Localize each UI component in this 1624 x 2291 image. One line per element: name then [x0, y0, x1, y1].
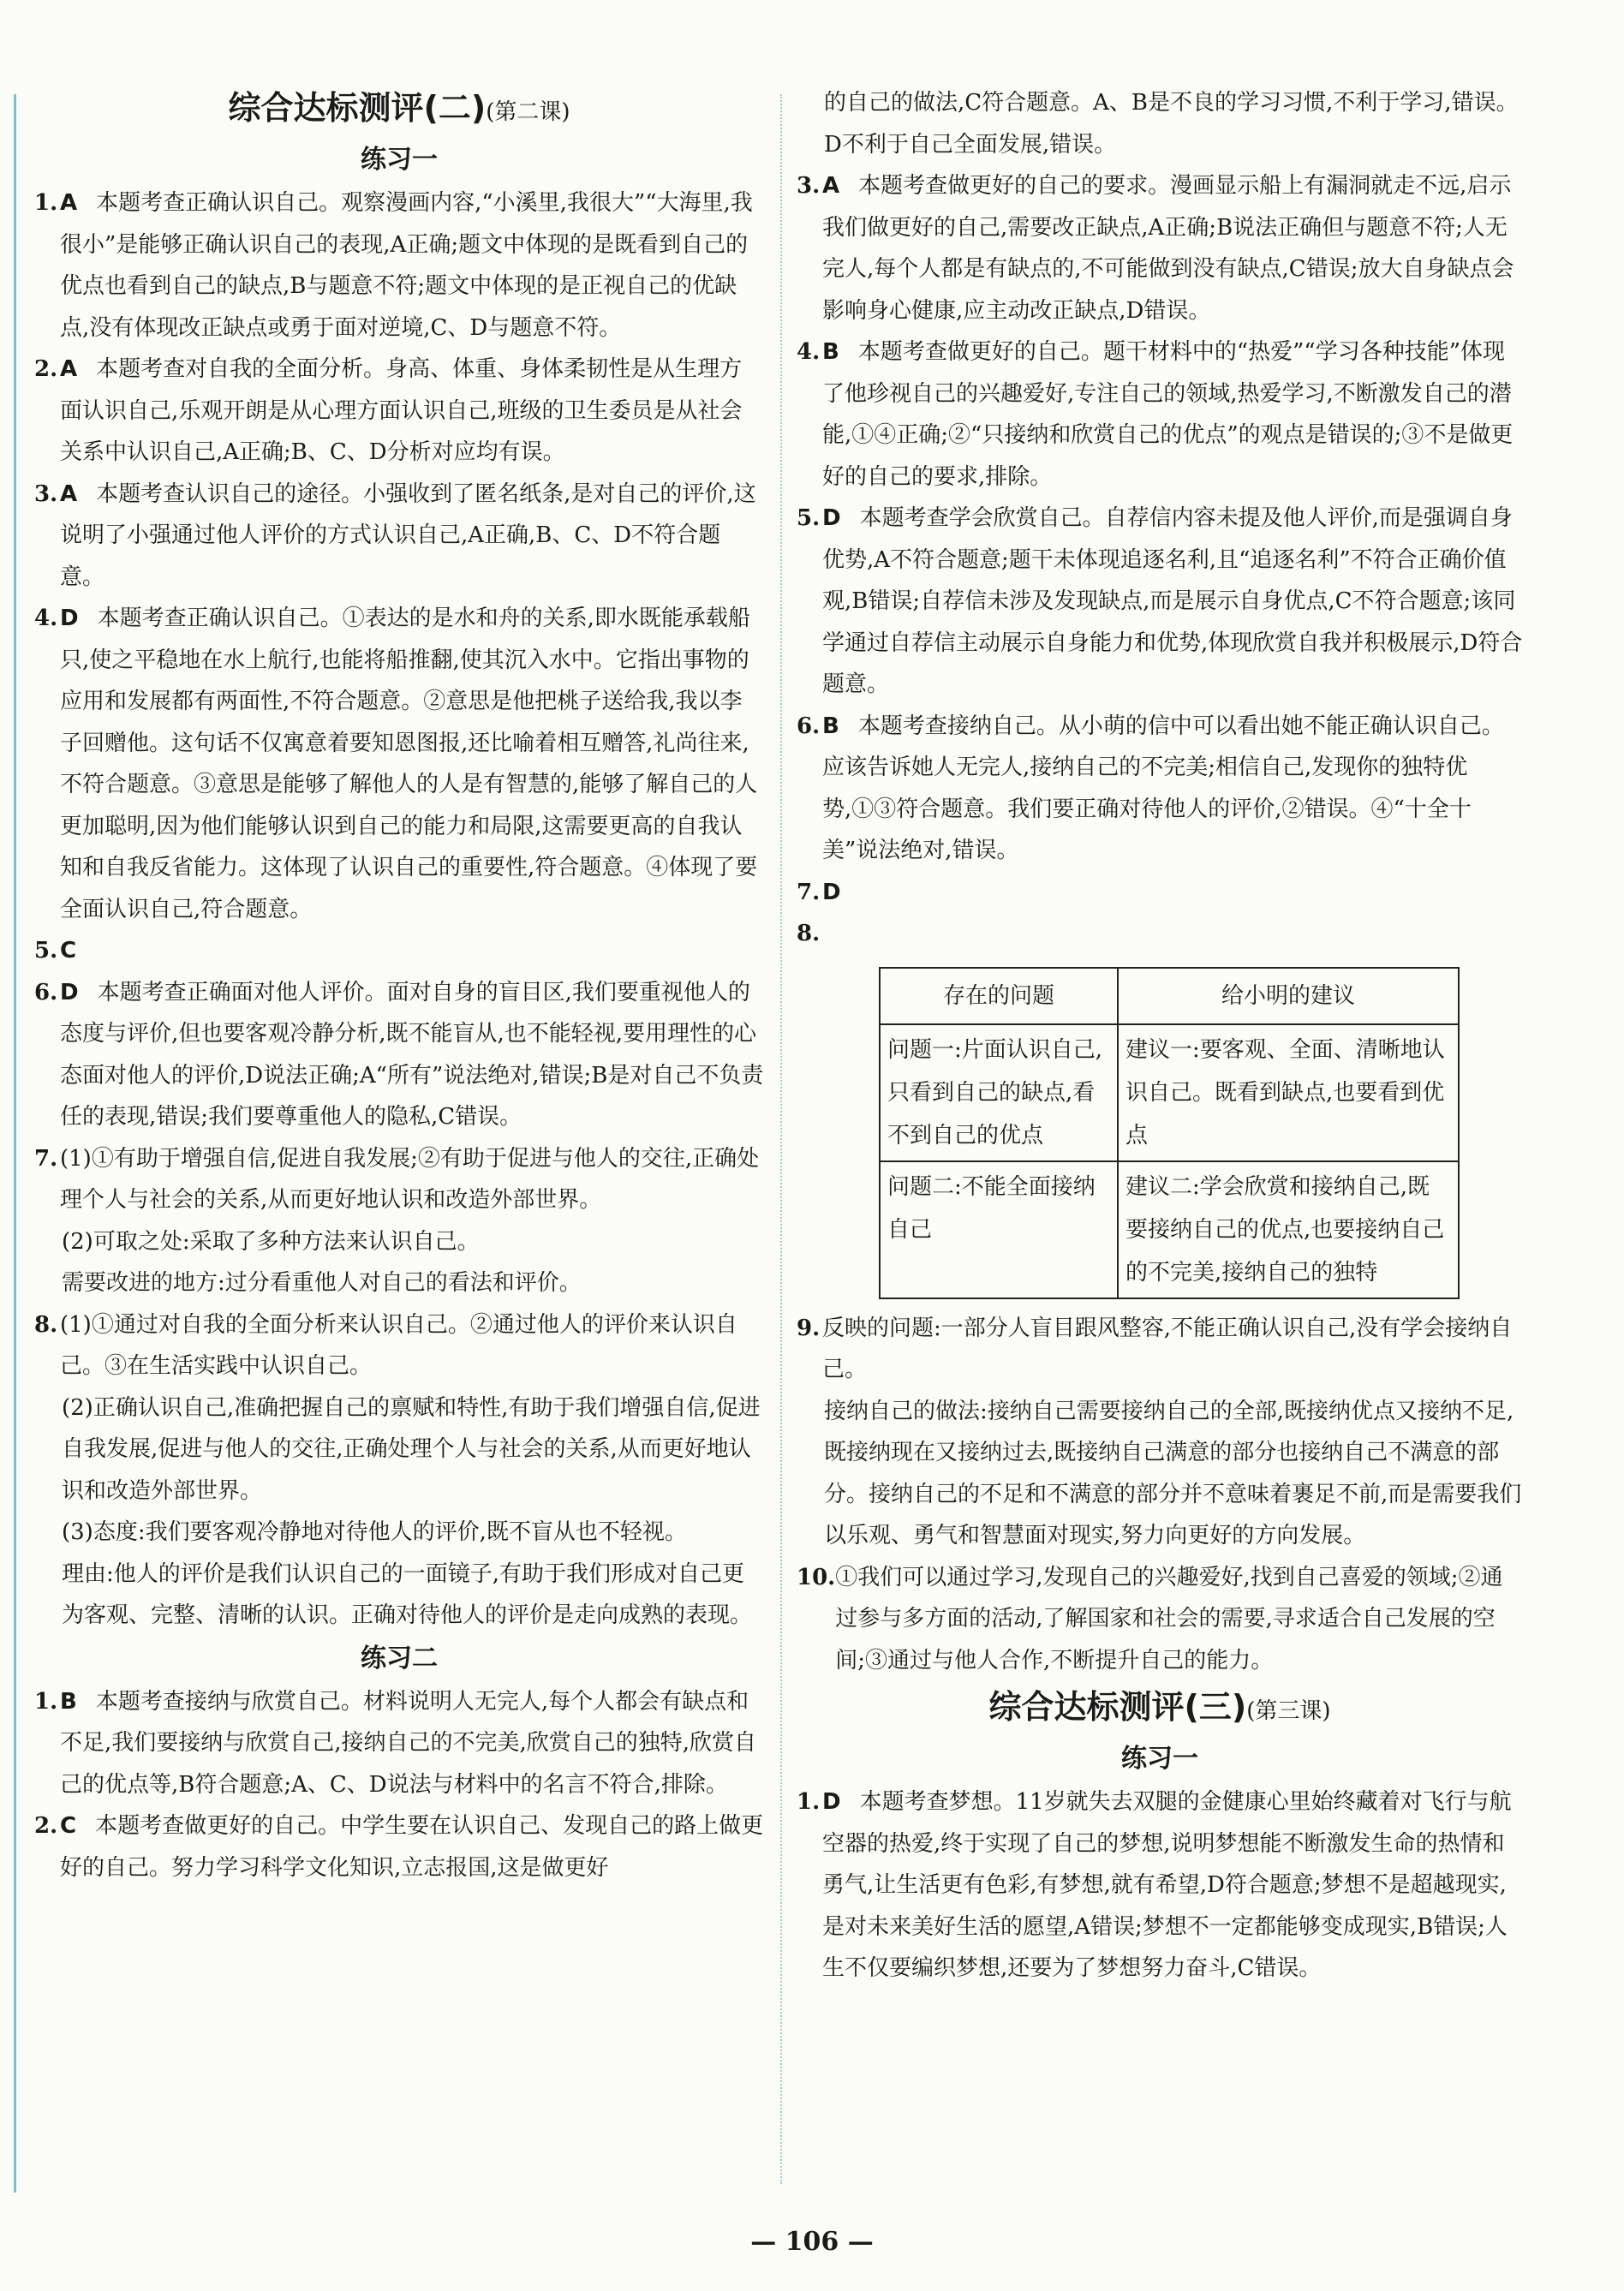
item-number: 9. [797, 1315, 821, 1341]
section-title-text: 综合达标测评(三) [988, 1688, 1247, 1726]
table-cell: 建议一:要客观、全面、清晰地认识自己。既看到缺点,也要看到优点 [1118, 1024, 1459, 1161]
table-header: 给小明的建议 [1118, 968, 1459, 1024]
table-cell: 问题二:不能全面接纳自己 [880, 1161, 1118, 1298]
answer-letter: D [60, 979, 79, 1005]
answer-paragraph: (3)态度:我们要客观冷静地对待他人的评价,既不盲从也不轻视。 [62, 1519, 687, 1545]
answer-item [34, 1805, 764, 1888]
answer-item [797, 1557, 1523, 1682]
answer-item [34, 474, 764, 599]
explanation: 本题考查接纳自己。从小萌的信中可以看出她不能正确认识自己。应该告诉她人无完人,接纳自己的不完美;相信自己,发现你的独特优势,①③符合题意。我们要正确对待他人的评价,②错误。④“十全十美”说法绝对,错误。 [822, 713, 1504, 863]
right-column [797, 82, 1523, 1990]
page-number: — 106 — [750, 2227, 874, 2257]
answer-item [797, 1308, 1523, 1391]
table-row [880, 1024, 1459, 1161]
table-header: 存在的问题 [880, 968, 1118, 1024]
answer-letter: B [822, 713, 839, 739]
answer-item [34, 182, 764, 349]
answer-item [797, 913, 1523, 955]
answer-paragraph: (2)可取之处:采取了多种方法来认识自己。 [62, 1228, 480, 1255]
margin-rule [14, 94, 16, 2193]
item-number: 5. [797, 505, 821, 531]
answer-paragraph: (2)正确认识自己,准确把握自己的禀赋和特性,有助于我们增强自信,促进自我发展,促进与他人的交往,正确处理个人与社会的关系,从而更好地认识和改造外部世界。 [62, 1394, 761, 1504]
answer-item [797, 872, 1523, 914]
item-number: 4. [797, 339, 821, 365]
answer-paragraph: 理由:他人的评价是我们认识自己的一面镜子,有助于我们形成对自己更为客观、完整、清晰的认识。正确对待他人的评价是走向成熟的表现。 [62, 1560, 753, 1628]
item-number: 2. [34, 1813, 58, 1839]
answer-letter: D [822, 505, 841, 531]
table-cell: 问题一:片面认识自己,只看到自己的缺点,看不到自己的优点 [880, 1024, 1118, 1161]
item-number: 1. [797, 1789, 821, 1815]
item-number: 7. [34, 1145, 58, 1172]
explanation: 本题考查做更好的自己的要求。漫画显示船上有漏洞就走不远,启示我们做更好的自己,需要改正缺点,A正确;B说法正确但与题意不符;人无完人,每个人都是有缺点的,不可能做到没有缺点,C错误;放大自身缺点会影响身心健康,应主动改正缺点,D错误。 [822, 173, 1514, 324]
answer-letter: A [60, 480, 78, 507]
continued-paragraph: 的自己的做法,C符合题意。A、B是不良的学习习惯,不利于学习,错误。D不利于自己全面发展,错误。 [824, 90, 1519, 158]
answer-letter: B [822, 339, 839, 365]
item-number: 1. [34, 190, 58, 216]
answer-item [797, 165, 1523, 331]
answer-item [34, 1304, 764, 1387]
item-number: 3. [797, 173, 821, 199]
answer-item [797, 331, 1523, 498]
explanation: 本题考查认识自己的途径。小强收到了匿名纸条,是对自己的评价,这说明了小强通过他人评价的方式认识自己,A正确,B、C、D不符合题意。 [60, 480, 756, 590]
explanation: 本题考查做更好的自己。题干材料中的“热爱”“学习各种技能”体现了他珍视自己的兴趣爱好,专注自己的领域,热爱学习,不断激发自己的潜能,①④正确;②“只接纳和欣赏自己的优点”的观点是错误的;③不是做更好的自己的要求,排除。 [822, 339, 1514, 490]
answer-item [34, 1138, 764, 1221]
explanation: 本题考查正确认识自己。①表达的是水和舟的关系,即水既能承载船只,使之平稳地在水上航行,也能将船推翻,使其沉入水中。它指出事物的应用和发展都有两面性,不符合题意。②意思是他把桃子送给我,我以李子回赠他。这句话不仅寓意着要知恩图报,还比喻着相互赠答,礼尚往来,不符合题意。③意思是能够了解他人的人是有智慧的,能够了解自己的人更加聪明,因为他们能够认识到自己的能力和局限,这需要更高的自我认知和自我反省能力。这体现了认识自己的重要性,符合题意。④体现了要全面认识自己,符合题意。 [60, 606, 758, 922]
practice-heading: 练习一 [1121, 1744, 1198, 1774]
item-number: 6. [797, 713, 821, 739]
answer-item [34, 349, 764, 474]
answer-letter: B [60, 1688, 77, 1715]
answer-letter: A [60, 190, 78, 216]
item-number: 3. [34, 480, 58, 507]
section-subtitle: (第二课) [486, 99, 570, 125]
answer-item [34, 598, 764, 930]
answer-item [34, 1681, 764, 1806]
item-number: 1. [34, 1688, 58, 1715]
answer-item [797, 1781, 1523, 1990]
column-divider [780, 94, 782, 2184]
item-number: 2. [34, 356, 58, 382]
explanation: 本题考查梦想。11岁就失去双腿的金健康心里始终藏着对飞行与航空器的热爱,终于实现了自己的梦想,说明梦想能不断激发生命的热情和勇气,让生活更有色彩,有梦想,就有希望,D符合题意;梦想不是超越现实,是对未来美好生活的愿望,A错误;梦想不一定都能够变成现实,B错误;人生不仅要编织梦想,还要为了梦想努力奋斗,C错误。 [822, 1789, 1512, 1981]
answer-letter: C [60, 1813, 77, 1839]
answer-letter: D [822, 879, 841, 905]
left-column [34, 82, 764, 1888]
explanation: 本题考查接纳与欣赏自己。材料说明人无完人,每个人都会有缺点和不足,我们要接纳与欣赏自己,接纳自己的不完美,欣赏自己的独特,欣赏自己的优点等,B符合题意;A、C、D说法与材料中的名言不符合,排除。 [60, 1688, 757, 1798]
item-number: 4. [34, 606, 58, 631]
answer-paragraph: 需要改进的地方:过分看重他人对自己的看法和评价。 [62, 1270, 582, 1296]
section-title-2 [34, 82, 764, 138]
answer-letter: D [60, 606, 79, 631]
answer-item [34, 972, 764, 1138]
answer-item [797, 498, 1523, 706]
answer-paragraph: (1)①通过对自我的全面分析来认识自己。②通过他人的评价来认识自己。③在生活实践中认识自己。 [60, 1311, 737, 1379]
answer-item [797, 706, 1523, 872]
answer-paragraph: 接纳自己的做法:接纳自己需要接纳自己的全部,既接纳优点又接纳不足,既接纳现在又接纳过去,既接纳自己满意的部分也接纳自己不满意的部分。接纳自己的不足和不满意的部分并不意味着裹足不前,而是需要我们以乐观、勇气和智慧面对现实,努力向更好的方向发展。 [824, 1398, 1522, 1548]
explanation: 本题考查正确认识自己。观察漫画内容,“小溪里,我很大”“大海里,我很小”是能够正确认识自己的表现,A正确;题文中体现的是既看到自己的优点也看到自己的缺点,B与题意不符;题文中体现的是正视自己的优缺点,没有体现改正缺点或勇于面对逆境,C、D与题意不符。 [60, 190, 753, 341]
answer-paragraph: ①我们可以通过学习,发现自己的兴趣爱好,找到自己喜爱的领域;②通过参与多方面的活动,了解国家和社会的需要,寻求适合自己发展的空间;③通过与他人合作,不断提升自己的能力。 [835, 1564, 1503, 1674]
table-row [880, 1161, 1459, 1298]
item-number: 6. [34, 979, 58, 1005]
section-title-text: 综合达标测评(二) [228, 89, 487, 127]
item-number: 8. [797, 921, 821, 946]
answer-item [34, 930, 764, 972]
section-subtitle: (第三课) [1246, 1698, 1331, 1724]
answer-letter: A [822, 173, 840, 199]
advice-table [879, 967, 1460, 1299]
explanation: 本题考查正确面对他人评价。面对自身的盲目区,我们要重视他人的态度与评价,但也要客观冷静分析,既不能盲从,也不能轻视,要用理性的心态面对他人的评价,D说法正确;A“所有”说法绝对,错误;B是对自己不负责任的表现,错误;我们要尊重他人的隐私,C错误。 [60, 979, 764, 1130]
item-number: 7. [797, 879, 821, 905]
explanation: 本题考查做更好的自己。中学生要在认识自己、发现自己的路上做更好的自己。努力学习科学文化知识,立志报国,这是做更好 [60, 1813, 764, 1881]
item-number: 8. [34, 1311, 58, 1338]
answer-letter: A [60, 356, 78, 382]
table-cell: 建议二:学会欣赏和接纳自己,既要接纳自己的优点,也要接纳自己的不完美,接纳自己的独特 [1118, 1161, 1459, 1298]
answer-paragraph: (1)①有助于增强自信,促进自我发展;②有助于促进与他人的交往,正确处理个人与社会的关系,从而更好地认识和改造外部世界。 [60, 1145, 760, 1213]
item-number: 5. [34, 938, 58, 964]
item-number: 10. [797, 1564, 836, 1590]
section-title-3 [797, 1681, 1523, 1737]
practice-heading: 练习一 [361, 145, 438, 175]
answer-letter: D [822, 1789, 841, 1815]
answer-paragraph: 反映的问题:一部分人盲目跟风整容,不能正确认识自己,没有学会接纳自己。 [822, 1315, 1513, 1382]
table-header-row [880, 968, 1459, 1024]
explanation: 本题考查对自我的全面分析。身高、体重、身体柔韧性是从生理方面认识自己,乐观开朗是从心理方面认识自己,班级的卫生委员是从社会关系中认识自己,A正确;B、C、D分析对应均有误。 [60, 356, 743, 465]
practice-heading: 练习二 [361, 1643, 438, 1674]
answer-letter: C [60, 938, 77, 964]
explanation: 本题考查学会欣赏自己。自荐信内容未提及他人评价,而是强调自身优势,A不符合题意;题干未体现追逐名利,且“追逐名利”不符合正确价值观,B错误;自荐信未涉及发现缺点,而是展示自身优点,C不符合题意;该同学通过自荐信主动展示自身能力和优势,体现欣赏自我并积极展示,D符合题意。 [822, 505, 1523, 697]
